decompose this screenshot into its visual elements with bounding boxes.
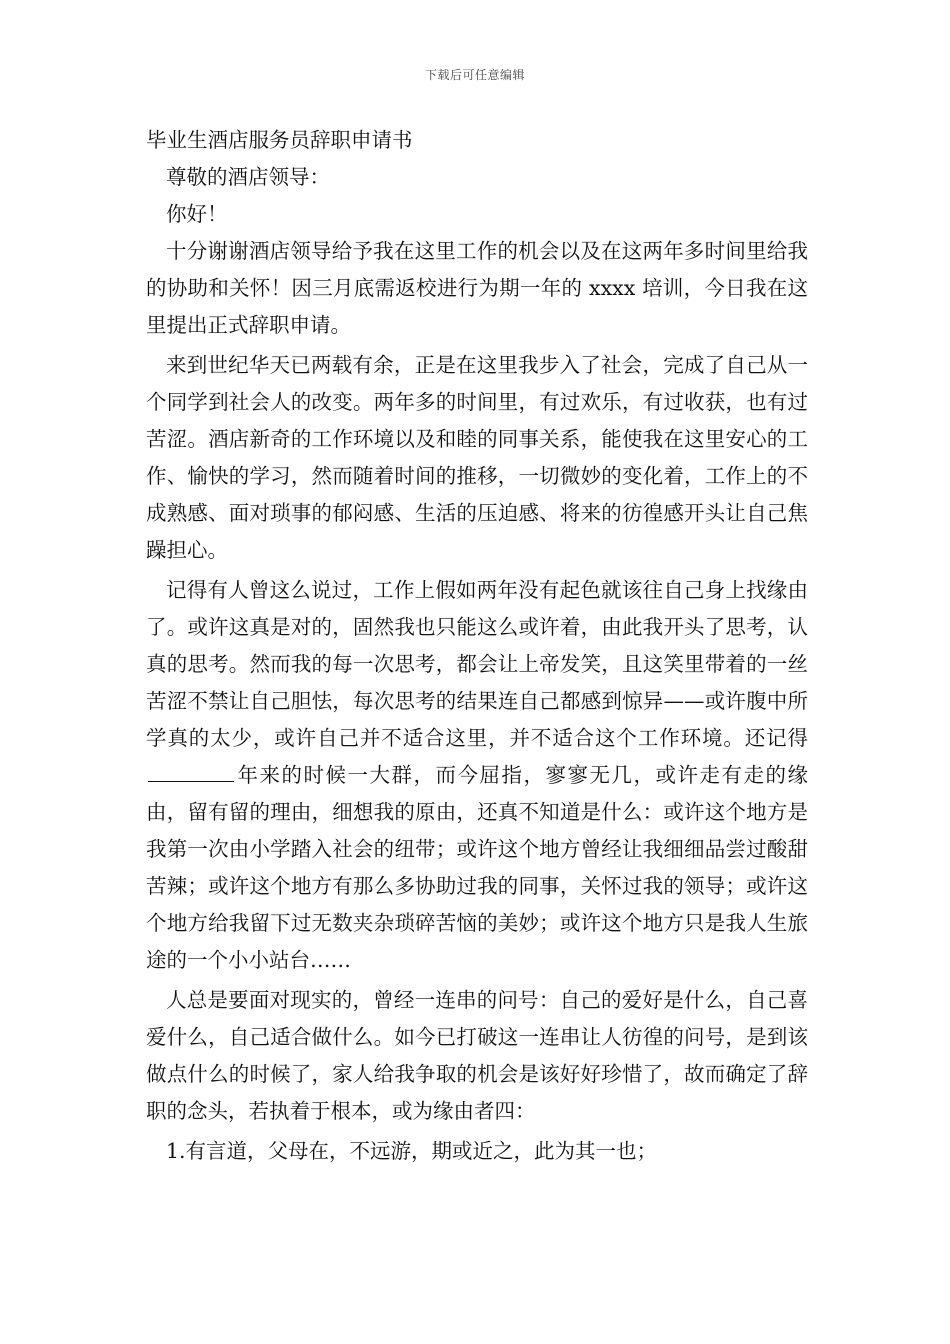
greeting: 你好！ [166, 202, 228, 226]
list-item-1: 1.有言道，父母在，不远游，期或近之，此为其一也； [166, 1139, 658, 1163]
document-title: 毕业生酒店服务员辞职申请书 [146, 128, 413, 152]
page-header: 下载后可任意编辑 [424, 68, 525, 82]
paragraph-3-part-2: 年来的时候一大群，而今屈指，寥寥无几，或许走有走的缘由，留有留的理由，细想我的原由，还真不知道是什么：或许这个地方是我第一次由小学踏入社会的纽带；或许这个地方曾经让我细细品尝过酸甜苦辣；或许这个地方有那么多协助过我的同事，关怀过我的领导；或许这个地方给我留下过无数夹杂琐碎苦恼的美妙；或许这个地方只是我人生旅途的一个小小站台…… [146, 763, 808, 972]
paragraph-4: 人总是要面对现实的，曾经一连串的问号：自己的爱好是什么，自己喜爱什么，自己适合做什么。如今已打破这一连串让人彷徨的问号，是到该做点什么的时候了，家人给我争取的机会是该好好珍惜了，故而确定了辞职的念头，若执着于根本，或为缘由者四： [146, 988, 808, 1123]
fill-in-blank [148, 761, 234, 782]
salutation: 尊敬的酒店领导： [166, 165, 330, 189]
paragraph-1: 十分谢谢酒店领导给予我在这里工作的机会以及在这两年多时间里给我的协助和关怀！因三月底需返校进行为期一年的 xxxx 培训，今日我在这里提出正式辞职申请。 [146, 239, 808, 337]
document-body [146, 122, 808, 1170]
paragraph-3-part-1: 记得有人曾这么说过，工作上假如两年没有起色就该往自己身上找缘由了。或许这真是对的，固然我也只能这么或许着，由此我开头了思考，认真的思考。然而我的每一次思考，都会让上帝发笑，且这笑里带着的一丝苦涩不禁让自己胆怯，每次思考的结果连自己都感到惊异——或许腹中所学真的太少，或许自己并不适合这里，并不适合这个工作环境。还记得 [146, 578, 808, 750]
paragraph-2: 来到世纪华天已两载有余，正是在这里我步入了社会，完成了自己从一个同学到社会人的改变。两年多的时间里，有过欢乐，有过收获，也有过苦涩。酒店新奇的工作环境以及和睦的同事关系，能使我在这里安心的工作、愉快的学习，然而随着时间的推移，一切微妙的变化着，工作上的不成熟感、面对琐事的郁闷感、生活的压迫感、将来的彷徨感开头让自己焦躁担心。 [146, 353, 808, 562]
paragraph-3 [146, 572, 808, 979]
